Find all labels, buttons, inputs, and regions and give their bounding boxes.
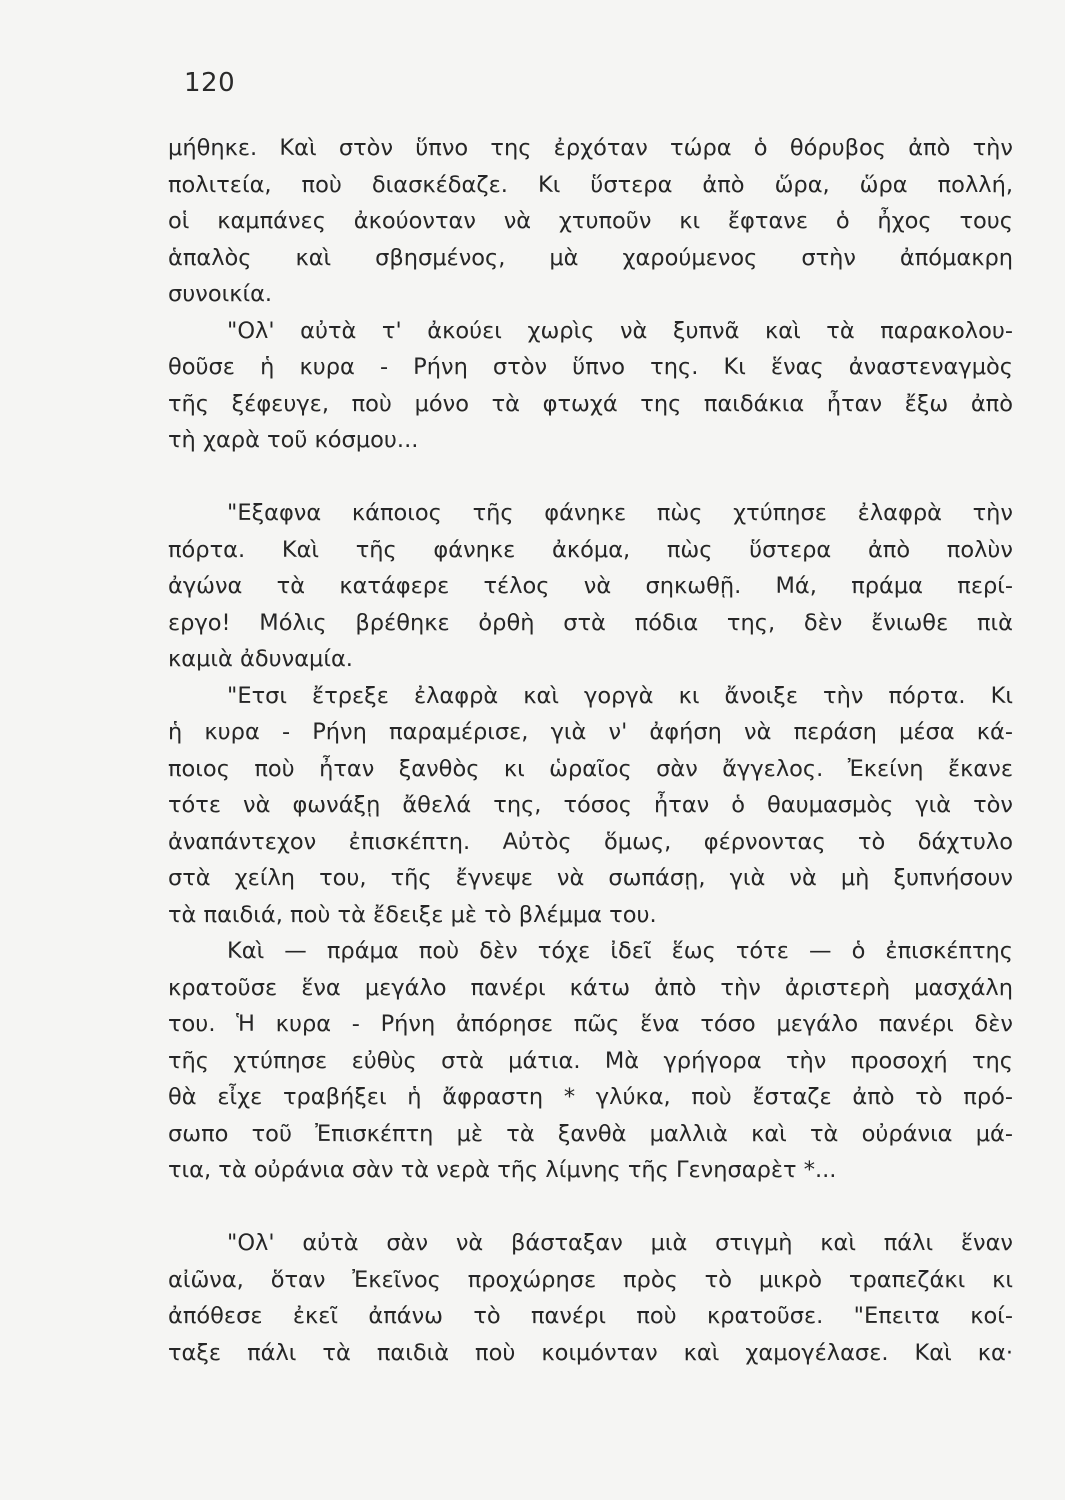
text-line: Καὶ — πράμα ποὺ δὲν τόχε ἰδεῖ ἕως τότε — ὁ ἐπισκέπτης [227, 938, 1013, 964]
text-line: τῆς χτύπησε εὐθὺς στὰ μάτια. Μὰ γρήγορα τὴν προσοχή της [168, 1047, 1013, 1074]
text-line: ταξε πάλι τὰ παιδιὰ ποὺ κοιμόνταν καὶ χαμογέλασε. Καὶ κα· [168, 1339, 1013, 1366]
paragraph-gap [168, 459, 1013, 496]
text-line: ἀπόθεσε ἐκεῖ ἀπάνω τὸ πανέρι ποὺ κρατοῦσε. "Επειτα κοί- [168, 1303, 1013, 1329]
text-line: καμιὰ ἀδυναμία. [168, 646, 353, 672]
text-line: πόρτα. Καὶ τῆς φάνηκε ἀκόμα, πὼς ὕστερα ἀπὸ πολὺν [168, 536, 1013, 563]
text-line: ἀγώνα τὰ κατάφερε τέλος νὰ σηκωθῇ. Μά, πράμα περί- [168, 573, 1013, 599]
text-line: θὰ εἶχε τραβήξει ἡ ἄφραστη * γλύκα, ποὺ ἔσταζε ἀπὸ τὸ πρό- [168, 1084, 1013, 1110]
paragraph [168, 130, 1013, 313]
body-text [168, 130, 1013, 1371]
text-line: θοῦσε ἡ κυρα - Ρήνη στὸν ὕπνο της. Κι ἕνας ἀναστεναγμὸς [168, 354, 1013, 380]
text-line: τῆς ξέφευγε, ποὺ μόνο τὰ φτωχά της παιδάκια ἦταν ἔξω ἀπὸ [168, 390, 1013, 417]
text-line: ἡ κυρα - Ρήνη παραμέρισε, γιὰ ν' ἀφήση νὰ περάση μέσα κά- [168, 719, 1013, 745]
text-line: "Ολ' αὐτὰ σὰν νὰ βάσταξαν μιὰ στιγμὴ καὶ πάλι ἕναν [227, 1230, 1013, 1256]
text-line: τια, τὰ οὐράνια σὰν τὰ νερὰ τῆς λίμνης τῆς Γενησαρὲτ *... [168, 1157, 837, 1183]
paragraph [168, 933, 1013, 1189]
text-line: "Ολ' αὐτὰ τ' ἀκούει χωρὶς νὰ ξυπνᾶ καὶ τὰ παρακολου- [227, 317, 1013, 344]
text-line: τὰ παιδιά, ποὺ τὰ ἔδειξε μὲ τὸ βλέμμα του. [168, 901, 657, 928]
text-line: συνοικία. [168, 281, 273, 307]
text-line: μήθηκε. Καὶ στὸν ὕπνο της ἐρχόταν τώρα ὁ θόρυβος ἀπὸ τὴν [168, 135, 1013, 161]
text-line: ἁπαλὸς καὶ σβησμένος, μὰ χαρούμενος στὴν ἀπόμακρη [168, 244, 1013, 271]
paragraph [168, 495, 1013, 678]
text-line: ἀναπάντεχον ἐπισκέπτη. Αὐτὸς ὅμως, φέρνοντας τὸ δάχτυλο [168, 828, 1013, 855]
text-line: εργο! Μόλις βρέθηκε ὀρθὴ στὰ πόδια της, δὲν ἔνιωθε πιὰ [168, 609, 1013, 636]
text-line: σωπο τοῦ Ἐπισκέπτη μὲ τὰ ξανθὰ μαλλιὰ καὶ τὰ οὐράνια μά- [168, 1120, 1013, 1147]
text-line: στὰ χείλη του, τῆς ἔγνεψε νὰ σωπάσῃ, γιὰ νὰ μὴ ξυπνήσουν [168, 865, 1013, 891]
text-line: τὴ χαρὰ τοῦ κόσμου... [168, 427, 419, 453]
text-line: ποιος ποὺ ἦταν ξανθὸς κι ὡραῖος σὰν ἄγγελος. Ἐκείνη ἔκανε [168, 755, 1013, 782]
page-number: 120 [184, 68, 236, 98]
text-line: τότε νὰ φωνάξῃ ἄθελά της, τόσος ἦταν ὁ θαυμασμὸς γιὰ τὸν [168, 792, 1013, 818]
text-line: "Εξαφνα κάποιος τῆς φάνηκε πὼς χτύπησε ἐλαφρὰ τὴν [227, 500, 1013, 526]
text-line: αἰῶνα, ὅταν Ἐκεῖνος προχώρησε πρὸς τὸ μικρὸ τραπεζάκι κι [168, 1266, 1013, 1293]
text-line: κρατοῦσε ἕνα μεγάλο πανέρι κάτω ἀπὸ τὴν ἀριστερὴ μασχάλη [168, 974, 1013, 1001]
paragraph [168, 1225, 1013, 1371]
paragraph [168, 313, 1013, 459]
text-line: πολιτεία, ποὺ διασκέδαζε. Κι ὕστερα ἀπὸ ὥρα, ὥρα πολλή, [168, 171, 1013, 198]
text-line: οἱ καμπάνες ἀκούονταν νὰ χτυποῦν κι ἔφτανε ὁ ἦχος τους [168, 208, 1013, 234]
paragraph [168, 678, 1013, 934]
paragraph-gap [168, 1189, 1013, 1226]
text-line: του. Ἡ κυρα - Ρήνη ἀπόρησε πῶς ἕνα τόσο μεγάλο πανέρι δὲν [168, 1011, 1013, 1037]
text-line: "Ετσι ἔτρεξε ἐλαφρὰ καὶ γοργὰ κι ἄνοιξε τὴν πόρτα. Κι [227, 682, 1013, 709]
